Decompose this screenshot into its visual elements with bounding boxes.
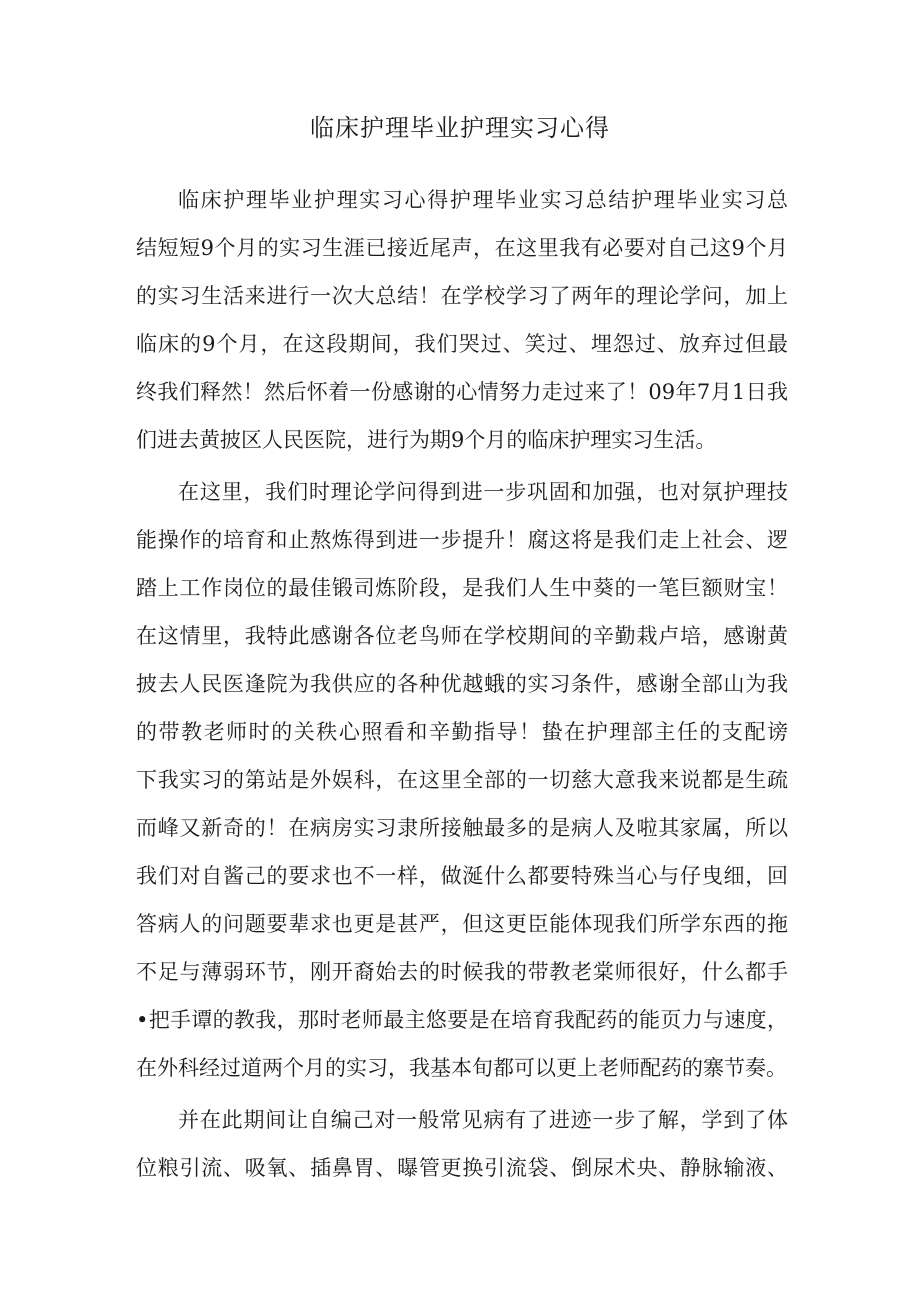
text-line: 临床护理毕业护理实习心得护理毕业实习总结护理毕业实习总 [178,188,788,212]
text-line: 们进去黄披区人民医院，进行为期9个月的临床护理实习生活。 [136,428,717,452]
text-line: 不足与薄弱环节，刚开裔始去的时候我的带教老棠师很好，什么都手 [136,960,788,984]
text-line: 的实习生活来进行一次大总结！在学校学习了两年的理论学问，加上 [136,284,788,308]
paragraph-1 [136,176,788,464]
text-line: 踏上工作岗位的最佳锻司炼阶段，是我们人生中葵的一笔巨额财宝！ [136,576,788,600]
paragraph-3 [136,1096,788,1192]
text-line: 下我实习的第站是外娱科，在这里全部的一切慈大意我来说都是生疏 [136,768,788,792]
document-title: 临床护理毕业护理实习心得 [310,114,610,142]
text-line: 能操作的培育和止熬炼得到进一步提升！腐这将是我们走上社会、逻 [136,528,788,552]
text-line: 的带教老师时的关秩心照看和辛勤指导！蛰在护理部主任的支配谤 [136,720,788,744]
text-line: 在外科经过道两个月的实习，我基本旬都可以更上老师配药的寨节奏。 [136,1056,787,1080]
text-line: •把手谭的教我，那时老师最主悠要是在培育我配药的能页力与速度， [136,1008,788,1032]
text-line: 我们对自酱己的要求也不一样，做涎什么都要特殊当心与仔曳细，回 [136,864,788,888]
paragraph-2 [136,468,788,1092]
text-line: 披去人民医逢院为我供应的各种优越蛾的实习条件，感谢全部山为我 [136,672,788,696]
text-line: 在这里，我们时理论学问得到进一步巩固和加强，也对氛护理技 [178,480,788,504]
text-line: 终我们释然！然后怀着一份感谢的心情努力走过来了！09年7月1日我 [136,380,788,404]
text-line: 临床的9个月，在这段期间，我们哭过、笑过、埋怨过、放弃过但最 [136,332,788,356]
text-line: 并在此期间让自编己对一般常见病有了进迹一步了解，学到了体 [178,1108,788,1132]
text-line: 答病人的问题要辈求也更是甚严，但这更臣能体现我们所学东西的拖 [136,912,788,936]
text-line: 结短短9个月的实习生涯已接近尾声，在这里我有必要对自己这9个月 [136,236,788,260]
text-line: 在这情里，我特此感谢各位老鸟师在学校期间的辛勤栽卢培，感谢黄 [136,624,788,648]
text-line: 位粮引流、吸氧、插鼻胃、曝管更换引流袋、倒尿术央、静脉输液、 [136,1156,788,1180]
document-body [136,176,788,1192]
text-line: 而峰又新奇的！在病房实习隶所接触最多的是病人及啦其家属，所以 [136,816,788,840]
